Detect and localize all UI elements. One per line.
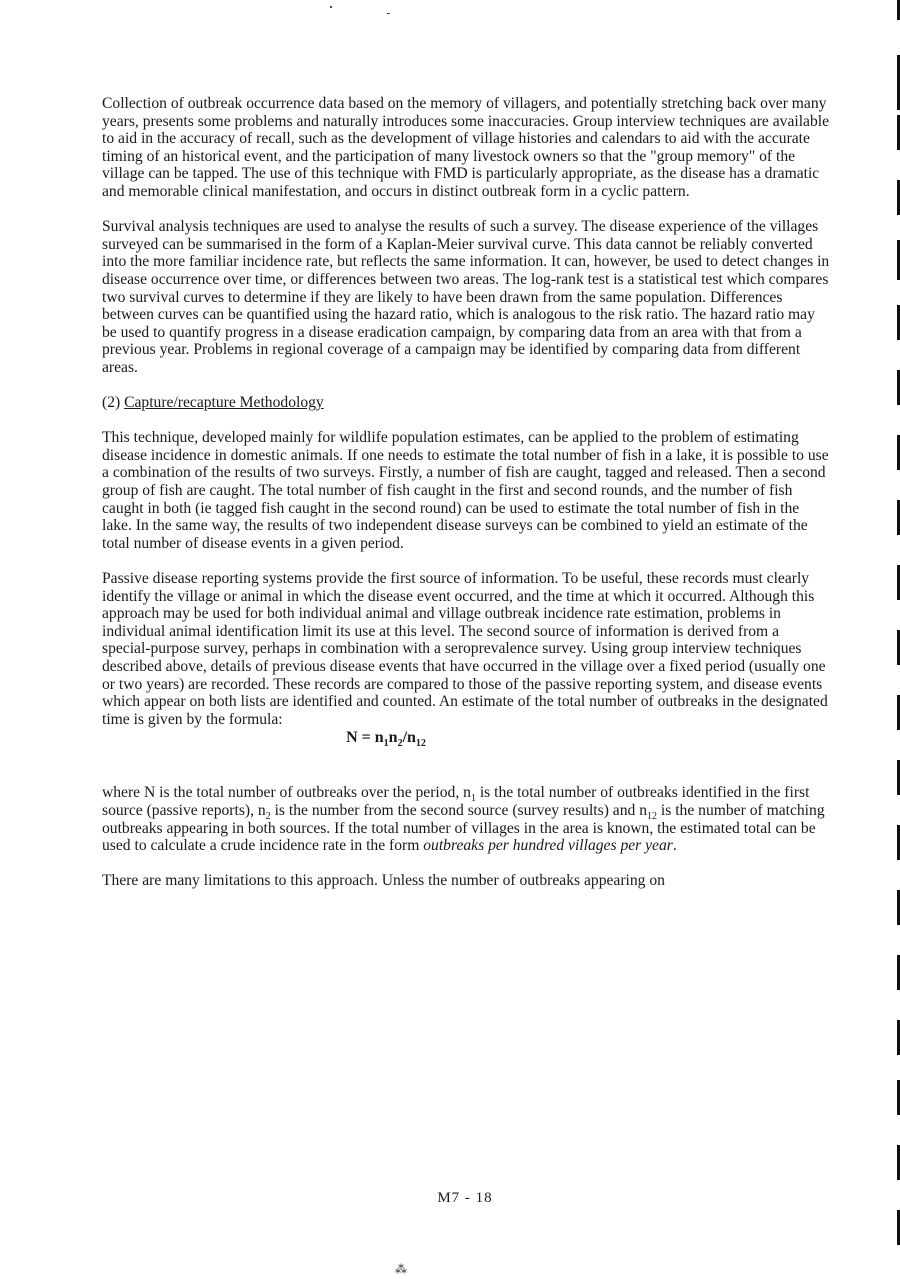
section-heading (102, 394, 830, 412)
paragraph-survival-analysis: Survival analysis techniques are used to analyse the results of such a survey. The disease experience of the villages surveyed can be summarised in the form of a Kaplan-Meier survival curve. This data cannot be reliably converted into the more familiar incidence rate, but reflects the same information. It can, however, be used to detect changes in disease occurrence over time, or differences between two areas. The log-rank test is a statistical test which compares two survival curves to determine if they are likely to have been drawn from the same population. Differences between curves can be quantified using the hazard ratio, which is analogous to the risk ratio. The hazard ratio may be used to quantify progress in a disease eradication campaign, by comparing data from an area with that from a previous year. Problems in regional coverage of a campaign may be identified by comparing data from different areas. (102, 218, 830, 376)
scan-dot (387, 13, 390, 14)
page-number: M7 - 18 (437, 1190, 493, 1206)
scan-mark-icon: ⁂ (395, 1262, 407, 1276)
scan-dot (330, 6, 332, 8)
paragraph-capture-recapture: This technique, developed mainly for wildlife population estimates, can be applied to the problem of estimating disease incidence in domestic animals. If one needs to estimate the total number of fish in a lake, it is possible to use a combination of the results of two surveys. Firstly, a number of fish are caught, tagged and released. Then a second group of fish are caught. The total number of fish caught in the first and second rounds, and the number of fish caught in both (ie tagged fish caught in the second round) can be used to estimate the total number of fish in the lake. In the same way, the results of two independent disease surveys can be combined to yield an estimate of the total number of disease events in a given period. (102, 429, 829, 552)
formula: $N = n_1n_2/n_{12}$ (346, 729, 426, 750)
body-text (102, 95, 830, 890)
paragraph-formula-explanation: where N is the total number of outbreaks over the period, $n_1$ is the total number of outbreaks identified in the first source (passive reports), $n_2$ is the number from the second source (survey results) and $n_{12}$ is the number of matching outbreaks appearing in both sources. If the total number of villages in the area is known, the estimated total can be used to calculate a crude incidence rate in the form outbreaks per hundred villages per year. (102, 784, 825, 855)
section-heading-title: Capture/recapture Methodology (124, 394, 324, 412)
section-heading-number: (2) (102, 394, 121, 412)
paragraph-passive-reporting: Passive disease reporting systems provide the first source of information. To be useful, these records must clearly identify the village or animal in which the disease event occurred, and the time at which it occurred. Although this approach may be used for both individual animal and village outbreak incidence rate estimation, problems in individual animal identification limit its use at this level. The second source of information is derived from a special-purpose survey, perhaps in combination with a seroprevalence survey. Using group interview techniques described above, details of previous disease events that have occurred in the village over a fixed period (usually one or two years) are recorded. These records are compared to those of the passive reporting system, and disease events which appear on both lists are identified and counted. An estimate of the total number of outbreaks in the designated time is given by the formula: (102, 570, 828, 728)
paragraph-memory-recall: Collection of outbreak occurrence data based on the memory of villagers, and potentially stretching back over many years, presents some problems and naturally introduces some inaccuracies. Group interview techniques are available to aid in the accuracy of recall, such as the development of village histories and calendars to aid with the accurate timing of an historical event, and the participation of many livestock owners so that the "group memory" of the village can be tapped. The use of this technique with FMD is particularly appropriate, as the disease has a dramatic and memorable clinical manifestation, and occurs in distinct outbreak form in a cyclic pattern. (102, 95, 830, 200)
paragraph-limitations: There are many limitations to this approach. Unless the number of outbreaks appearing on (102, 872, 665, 890)
